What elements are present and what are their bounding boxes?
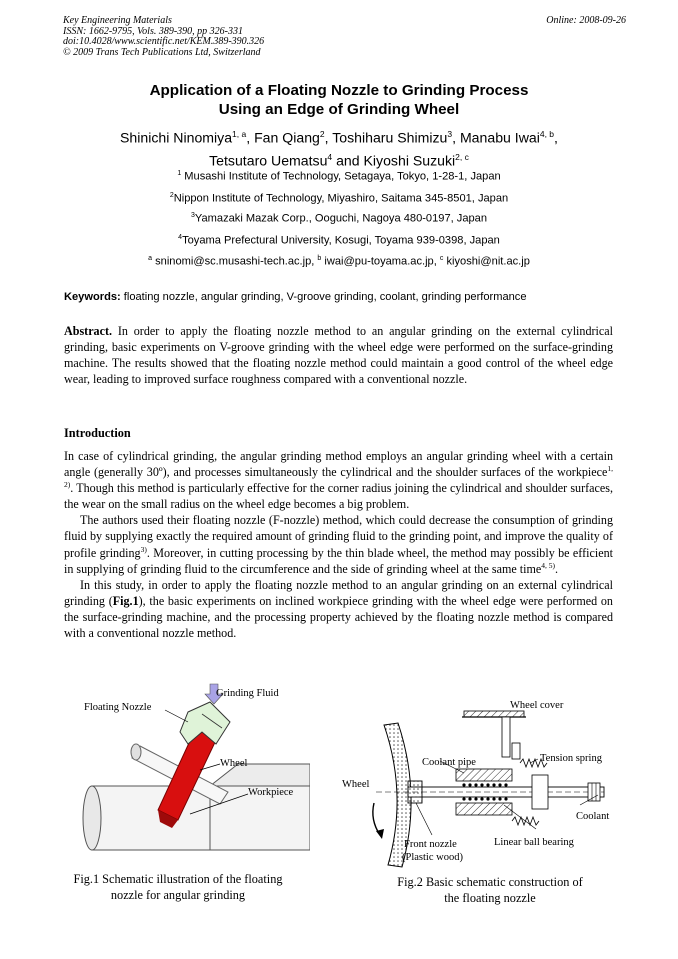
figure-2-caption [370, 874, 610, 906]
paragraph-text: . [555, 561, 559, 576]
journal-header [63, 16, 264, 58]
figure-2-illustration [336, 695, 618, 871]
label-floating-nozzle: Floating Nozzle [84, 702, 152, 713]
online-date: Online: 2008-09-26 [546, 15, 626, 26]
author-and: and [332, 152, 364, 169]
author-separator: , [452, 129, 460, 146]
label-wheel: Wheel [220, 758, 248, 769]
author-affil: 4, b [539, 129, 555, 139]
figure-1-illustration [60, 682, 310, 870]
affiliation-4 [0, 234, 678, 247]
paragraph-text: . Though this method is particularly effective for the corner radius joining the cylindrical and shoulder surfaces, the wear on the small radius on the wheel edge becomes a big problem. [64, 481, 613, 512]
wheel-cover-mount [464, 711, 524, 717]
email-line [0, 255, 678, 268]
author-name: Manabu Iwai [459, 129, 540, 146]
author-affil: 4 [327, 151, 333, 162]
paper-title [0, 82, 678, 119]
caption-line: the floating nozzle [444, 891, 536, 905]
author-separator: , [246, 129, 255, 146]
author-separator: , [554, 129, 558, 146]
label-coolant: Coolant [576, 811, 610, 822]
label-plastic-wood: (Plastic wood) [402, 852, 463, 863]
label-linear-ball-bearing: Linear ball bearing [494, 837, 574, 848]
affiliation-1 [0, 170, 678, 183]
paragraph-text: . Moreover, in cutting processing by the thin blade wheel, the method may possibly be efficient in supplying of grinding fluid to the circumference and the side of grinding wheel at the same time [64, 545, 613, 576]
keywords-label: Keywords: [64, 291, 121, 303]
label-wheel-cover: Wheel cover [510, 700, 564, 711]
affiliation-marker: 2 [169, 192, 174, 199]
label-coolant-pipe: Coolant pipe [422, 757, 476, 768]
figure-1-caption [52, 871, 304, 903]
paragraph [64, 577, 613, 641]
keywords [64, 291, 624, 303]
author-affil: 2, c [455, 151, 469, 162]
affiliation-text: Nippon Institute of Technology, Miyashiro, Saitama 345-8501, Japan [173, 192, 509, 205]
label-tension-spring: Tension spring [540, 753, 602, 764]
affiliation-marker: 1 [177, 170, 182, 177]
affiliation-text: Yamazaki Mazak Corp., Ooguchi, Nagoya 480-0197, Japan [194, 212, 487, 225]
author-name: Fan Qiang [254, 129, 320, 146]
citation: 3) [140, 544, 147, 554]
abstract-label: Abstract. [64, 324, 113, 338]
author-affil: 3 [447, 129, 453, 139]
email-address[interactable]: iwai@pu-toyama.ac.jp, [321, 255, 440, 268]
author-line-2 [40, 148, 638, 171]
author-affil: 2 [319, 129, 325, 139]
email-marker: a [148, 255, 153, 262]
author-line-1 [40, 125, 638, 148]
introduction-body [64, 448, 613, 641]
upper-housing [456, 769, 512, 781]
author-separator: , [324, 129, 333, 146]
citation: 4, 5) [541, 560, 555, 570]
paragraph-text: In case of cylindrical grinding, the angular grinding method employs an angular grinding wheel with a certain angle (generally 30º), and processes simultaneously the cylindrical and the shoulder surfaces of the workpiece [64, 449, 613, 480]
section-heading-introduction: Introduction [64, 426, 131, 440]
lower-housing [456, 803, 512, 815]
affiliation-2 [0, 192, 678, 205]
doi-line: doi:10.4028/www.scientific.net/KEM.389-390.326 [63, 36, 265, 47]
author-name: Shinichi Ninomiya [120, 129, 233, 146]
affiliation-text: Toyama Prefectural University, Kosugi, Toyama 939-0398, Japan [182, 234, 500, 247]
author-name: Kiyoshi Suzuki [363, 152, 456, 169]
paragraph [64, 448, 613, 512]
title-line-2: Using an Edge of Grinding Wheel [218, 100, 460, 118]
label-front-nozzle: Front nozzle [404, 839, 457, 850]
author-list [40, 125, 638, 170]
label-grinding-fluid: Grinding Fluid [216, 688, 279, 699]
label-workpiece: Workpiece [248, 787, 294, 798]
author-name: Tetsutaro Uematsu [209, 152, 328, 169]
email-address[interactable]: sninomi@sc.musashi-tech.ac.jp, [152, 255, 318, 268]
figure-reference: Fig.1 [112, 593, 139, 608]
email-marker: c [439, 255, 444, 262]
journal-name: Key Engineering Materials [63, 15, 172, 26]
title-line-1: Application of a Floating Nozzle to Grinding Process [149, 82, 529, 99]
caption-line: Fig.2 Basic schematic construction of [397, 875, 583, 889]
affiliation-text: Musashi Institute of Technology, Setagaya, Tokyo, 1-28-1, Japan [181, 170, 501, 183]
workpiece-end [83, 786, 101, 850]
abstract [64, 323, 613, 387]
paragraph-text: ), the basic experiments on inclined workpiece grinding with the wheel edge were performed on the surface-grinding machine, and the processing property achieved by the floating nozzle method is compared with a conventional nozzle method. [64, 593, 613, 641]
affiliation-marker: 3 [191, 212, 195, 219]
author-name: Toshiharu Shimizu [332, 129, 448, 146]
label-wheel: Wheel [342, 779, 370, 790]
caption-line: nozzle for angular grinding [110, 888, 246, 902]
front-nozzle-shape [408, 781, 422, 803]
email-address[interactable]: kiyoshi@nit.ac.jp [443, 255, 530, 268]
paragraph-text: In this study, in order to apply the floating nozzle method to an angular grinding on an external cylindrical grinding ( [64, 577, 613, 608]
paragraph [64, 512, 613, 576]
caption-line: Fig.1 Schematic illustration of the floating [73, 872, 283, 886]
author-affil: 1, a [232, 129, 247, 139]
keywords-text: floating nozzle, angular grinding, V-groove grinding, coolant, grinding performance [120, 291, 527, 303]
citation: 1, 2) [64, 464, 613, 490]
affiliation-marker: 4 [178, 234, 183, 241]
email-marker: b [317, 255, 322, 262]
copyright-line: © 2009 Trans Tech Publications Ltd, Switzerland [63, 46, 261, 58]
abstract-text: In order to apply the floating nozzle method to an angular grinding on the external cylindrical grinding, basic experiments on V-groove grinding with the wheel edge were performed on the surface-grinding machine. The results showed that the floating nozzle method could maintain a good control of the wheel edge wear, leading to improved surface roughness compared with a conventional nozzle. [64, 324, 613, 387]
affiliation-3 [0, 212, 678, 225]
issn-line: ISSN: 1662-9795, Vols. 389-390, pp 326-331 [63, 25, 243, 37]
paragraph-text: The authors used their floating nozzle (F-nozzle) method, which could decrease the consumption of grinding fluid by supplying exactly the required amount of grinding fluid to the grinding point, and improve the quality of profile grinding [64, 513, 613, 560]
